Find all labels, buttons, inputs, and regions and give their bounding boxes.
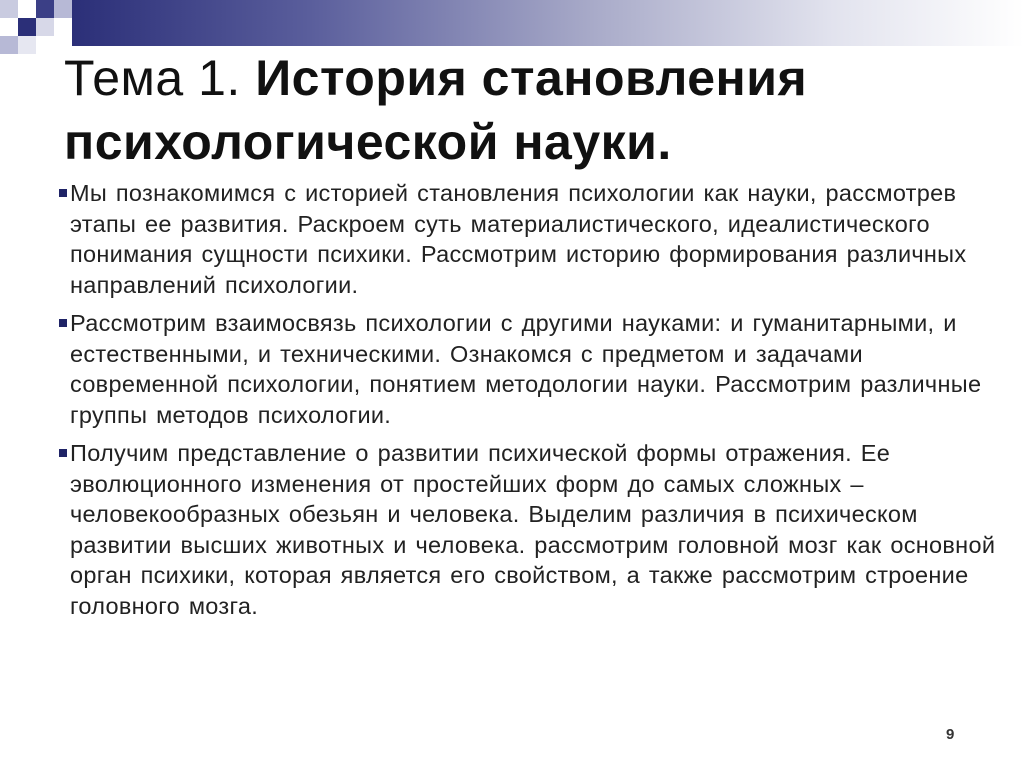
- bullet-list: [56, 178, 1010, 629]
- deco-square: [18, 36, 36, 54]
- deco-square: [18, 0, 36, 18]
- deco-square: [36, 0, 54, 18]
- page-number: 9: [946, 726, 955, 743]
- deco-square: [36, 18, 54, 36]
- deco-square: [0, 0, 18, 18]
- list-item: [56, 308, 1010, 430]
- title-prefix: Тема 1.: [64, 50, 256, 106]
- bullet-text: Мы познакомимся с историей становления психологии как науки, рассмотрев этапы ее развития. Раскроем суть материалистического, идеалистического понимания сущности психики. Рассмотрим историю формирования различных направлений психологии.: [70, 180, 967, 298]
- square-bullet-icon: [59, 319, 67, 327]
- deco-square: [18, 18, 36, 36]
- deco-square: [54, 0, 72, 18]
- header-gradient-bar: [72, 0, 1024, 46]
- title-main: История становления психологической науки.: [64, 50, 808, 170]
- slide-title: [64, 46, 1004, 174]
- bullet-text: Получим представление о развитии психической формы отражения. Ее эволюционного изменения от простейших форм до самых сложных – человекообразных обезьян и человека. Выделим различия в психическом развитии высших животных и человека. рассмотрим головной мозг как основной орган психики, которая является его свойством, а также рассмотрим строение головного мозга.: [70, 440, 996, 619]
- deco-square: [0, 18, 18, 36]
- bullet-text: Рассмотрим взаимосвязь психологии с другими науками: и гуманитарными, и естественными, и техническими. Ознакомся с предметом и задачами современной психологии, понятием методологии науки. Рассмотрим различные группы методов психологии.: [70, 310, 982, 428]
- square-bullet-icon: [59, 449, 67, 457]
- list-item: [56, 178, 1010, 300]
- list-item: [56, 438, 1010, 621]
- square-bullet-icon: [59, 189, 67, 197]
- deco-square: [0, 36, 18, 54]
